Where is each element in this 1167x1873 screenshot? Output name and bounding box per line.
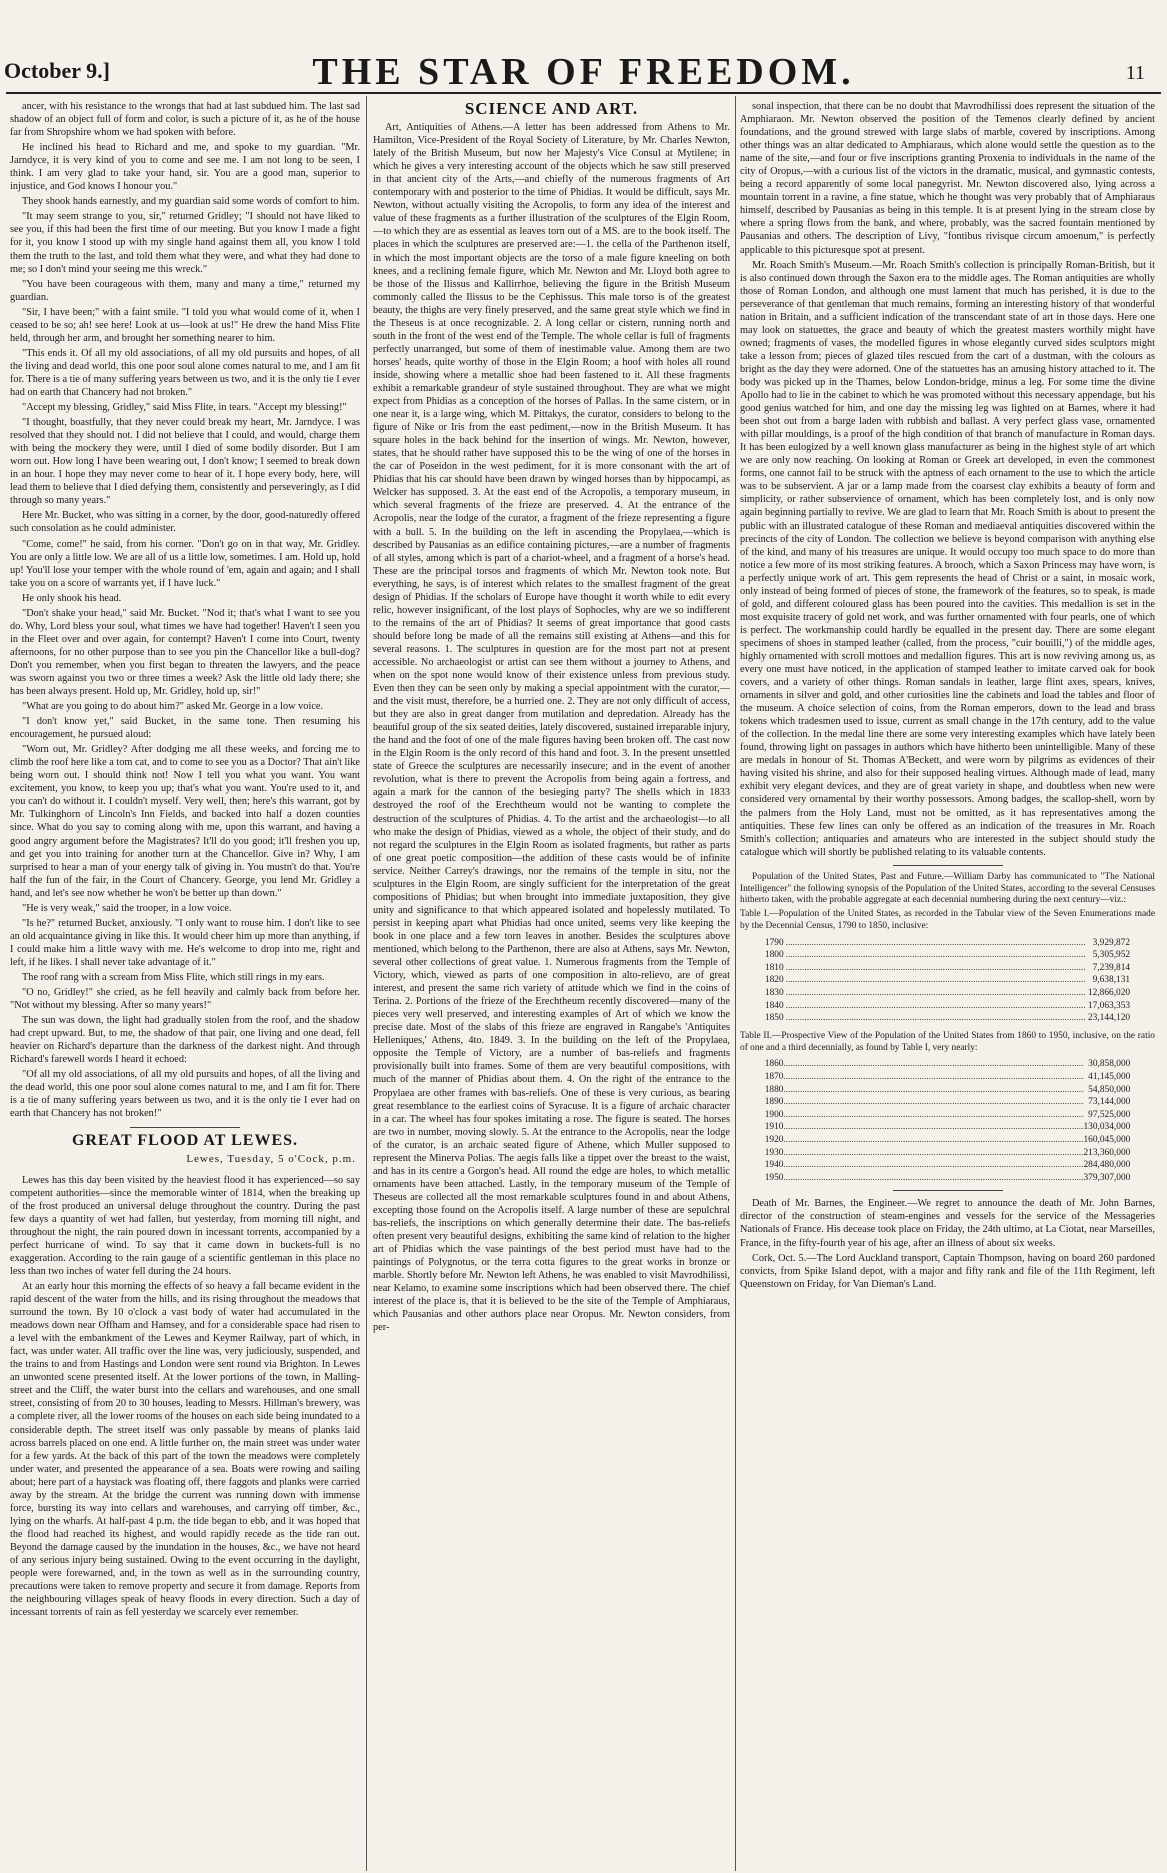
year-cell: 1830 [764,988,784,999]
paragraph: They shook hands earnestly, and my guardian said some words of comfort to him. [22,196,360,208]
table-row [765,1172,1131,1185]
population-cell: 17,063,353 [1087,1000,1131,1011]
column-divider-2 [735,96,736,1871]
population-table-1 [765,937,1130,1025]
table-row [765,1058,1131,1071]
population-cell: 284,480,000 [1083,1160,1131,1171]
table-row [765,1147,1131,1160]
table-row [765,974,1130,987]
paragraph: Lewes has this day been visited by the heaviest flood it has experienced—so say competent authorities—since the memorable winter of 1814, when the breaking up of the frost produced an universal deluge throughout the country. During the past few days a quantity of wet had fallen, but yesterday, from morning till night, and throughout the night, the rain poured down in incessant torrents, accompanied by a perfect hurricane of wind. To say that it came down in buckets-full is no exaggeration. According to the rain gauge of a scientific gentleman in this place no less than two inches of water fell during the 24 hours. [10,1174,360,1277]
leader-dots [786,962,1086,975]
leader-dots [786,937,1086,950]
table-row [765,962,1130,975]
cork-news-item: Cork, Oct. 5.—The Lord Auckland transport, Captain Thompson, having on board 260 pardoned convicts, from Spike Island depot, with a major and fifty rank and file of the 11th Regiment, left Queenstown on Friday, for Van Dieman's Land. [740,1252,1155,1290]
leader-dots [783,1172,1083,1185]
year-cell: 1800 [764,950,784,961]
year-cell: 1920 [764,1135,784,1146]
population-cell: 130,034,000 [1083,1122,1131,1133]
year-cell: 1860 [764,1059,784,1070]
leader-dots [786,1012,1086,1025]
table-row [765,1159,1131,1172]
paragraph: "Worn out, Mr. Gridley? After dodging me all these weeks, and forcing me to climb the roof here like a tom cat, and to come to see you as a Doctor? That ain't like being worn out. I should think not! Now I tell you what you want. You want excitement, you know, to keep you up; that's what you want. You're used to it, and you can't do without it. I couldn't myself. Very well, then; here's this warrant, got by Mr. Tulkinghorn of Lincoln's Inn Fields, and backed into half a dozen counties since. What do you say to coming along with me, upon this warrant, and having a good angry argument before the Magistrates? It'll do you good; it'll freshen you up, and get you into training for another turn at the Chancellor. Give in? Why, I am surprised to hear a man of your energy talk of giving in. You mustn't do that. You're half the fun of the fair, in the Court of Chancery. George, you lend Mr. Gridley a hand, and let's see now whether he won't be better up than down." [10,744,360,899]
column-3 [740,100,1155,1870]
year-cell: 1900 [764,1109,784,1120]
table-row [765,937,1130,950]
population-cell: 7,239,814 [1092,962,1131,973]
paragraph: Here Mr. Bucket, who was sitting in a corner, by the door, good-naturedly offered such consolation as he could administer. [10,510,360,535]
paragraph: "Accept my blessing, Gridley," said Miss Flite, in tears. "Accept my blessing!" [22,402,347,414]
population-cell: 5,305,952 [1092,950,1131,961]
roach-smith-museum-article: Mr. Roach Smith's Museum.—Mr. Roach Smith's collection is principally Roman-British, but it is also continued down through the Saxon era to the middle ages. The Roman antiquities are wholly those of Roman London, and although one must lament that much has perished, it is due to the perseverance of that gentleman that much remains, forming an interesting history of that wonderful nation in Britain, and a sufficient indication of the transcendant state of art in those days. Here one may look on statuettes, the grace and beauty of which the greatest masters worthily might have owned; fragments of vases, the modelled figures in whose elegantly curved sides sculptors might take a lesson from; pieces of glazed tiles rescued from the cart of a dustman, with the colours as bright as the day they were adorned. One of the statuettes has an amusing history attached to it. The body was picked up in the Thames, below London-bridge, minus a leg. For some time the divine Apollo had to lie in the cabinet to which he was promoted without this necessary appendage, but his good genius watched for him, and one day the missing leg was lighted on at Barnes, where it had been shot out from a barge laden with rubbish and ballast. A very perfect glass vase, ornamented with pillar mouldings, is a proof of the high condition of that branch of manufacture in Roman days. It has been eulogized by a well known glass manufacturer as being in the highest style of art which we are only now reaching. On looking at Roman or Greek art developed, in even the commonest forms, one cannot fail to be struck with the aptness of each ornament to the use to which the article was to be subservient. A jar or a lamp made from the coarsest clay exhibits a beauty of form and simplicity, or rather subservience of ornament, which has been completely lost, and is only now again beginning partially to revive. We are glad to learn that Mr. Roach Smith is about to present the public with an illustrated catalogue of these Roman and mediaeval antiquities discovered within the precincts of the city of London. The collection we believe is beyond comparison with anything else of the kind, and many of his treasures are unique. It would occupy too much space to do more than notice a few more of its most striking features. A brooch, which a Saxon Princess may have worn, is a perfectly unique work of art. This gem represents the head of Christ or a saint, in mosaic work, only instead of being formed of pieces of stone, the framework of the features, so to speak, is made of gold, and different coloured glass has been poured into the cavities. This medallion is set in the most exquisite tracery of gold net work, and was further ornamented with four pearls, one of which is perfect. The workmanship could hardly be equalled in the present day. There are some elegant specimens of shoes in stamped leather (called, from the process, "cuir bouilli,") of the middle ages, highly ornamented with scroll mottoes and medallion figures. This art is now reviving among us, as every one must have noticed, in the application of stamped leather to imitate carved oak for book covers, and a variety of other things. Roman sandals in leather, large flint axes, spears, knives, ornaments in silver and gold, and other curiosities line the cabinets and load the tables and floor of the museum. A choice selection of coins, from the Roman emperors, down to the lead and brass tokens which tradesmen used to issue, current as small change in the 17th century, add to the value of the collection. In the medal line there are some very interesting examples which have lately been found, throwing light on passages in authors which have hitherto been unintelligible. Many of these are medals in honour of St. Thomas A'Beckett, and were worn by pilgrims as evidences of their having visited his shrine, and also for their supposed healing virtues. Although made of lead, many exhibit very elegant devices, and they are of great variety in shape, and doubtless when new were considered very ornamental by their worthy possessors. Among badges, the scallop-shell, worn by the palmers from the Holy Land, must not be omitted, as it has representatives among the antiquities. These few lines can only be offered as an indication of the treasures in Mr. Roach Smith's collection; antiquaries and amateurs who are interested in the subject should study the catalogue which will shortly be published relating to its valuable contents. [740,259,1155,858]
paragraph: ancer, with his resistance to the wrongs that had at last subdued him. The last sad shadow of an object full of form and color, is such a picture of it, as he of the house far from Shropshire whom we had spoken with before. [10,101,360,139]
leader-dots [783,1121,1083,1134]
table-row [765,1109,1131,1122]
page-number: 11 [1125,62,1145,84]
paragraph: At an early hour this morning the effects of so heavy a fall became evident in the rapid descent of the water from the hills, and its rising throughout the meadows that surround the town. By 10 o'clock a vast body of water had accumulated in the meadows down near Offham and Hamsey, and for a considerable space had risen to a level with the embankment of the Lewes and Keymer Railway, part of which, in fact, was under water. All traffic over the line was, very judiciously, suspended, and the trains to and from Hastings and London were sent round via Brighton. In Lewes an unwonted scene presented itself. At the lower portions of the town, in Malling-street and the Cliff, the water burst into the cellars and warehouses, and one small street, consisting of from 20 to 30 houses, leading to Messrs. Hillman's brewery, was a complete river, all the lower rooms of the houses on each side being inundated to a considerable depth. The street itself was only passable by means of planks laid across barrels placed on one end. A little further on, the main street was under water for a few yards. At the back of this part of the town the meadows were completely under water, and presented the appearance of a sea. Boats were rowing and sailing about; here part of a haystack was floating off, there faggots and planks were carried away by the stream. At the bridge the current was running down with immense force, bursting its way into cellars and warehouses, and carrying off timber, &c., lying on the wharfs. At half-past 4 p.m. the tide began to ebb, and it was hoped that the flood had reached its highest, and would rapidly recede as the tide ran out. Beyond the damage caused by the inundation in the houses, &c., we have not heard of any serious injury being sustained. Owing to the event occurring in the daylight, people were forewarned, and, in the town as well as in the surrounding country, precautions were taken to remove property and secure it from damage. Reports from the neighbouring villages speak of heavy floods in every direction. Such a day of incessant torrents of rain as fell yesterday we scarcely ever remember. [10,1280,360,1619]
leader-dots [783,1109,1083,1122]
leader-dots [786,1000,1086,1013]
science-art-heading: SCIENCE AND ART. [464,100,639,118]
leader-dots [783,1096,1083,1109]
population-cell: 30,858,000 [1088,1059,1131,1070]
column-divider-1 [366,96,367,1871]
paragraph: "It may seem strange to you, sir," returned Gridley; "I should not have liked to see you, if this had been the first time of our meeting. But you know I made a fight for it, you know I stood up with my single hand against them all, you know I told them the truth to the last, and told them what they were, and what they had done to me; so I don't mind your seeing me this wreck." [10,211,360,275]
year-cell: 1790 [764,937,784,948]
section-divider [130,1127,240,1128]
table-row [765,949,1130,962]
table-row [765,1084,1131,1097]
paragraph: "Sir, I have been;" with a faint smile. "I told you what would come of it, when I ceased to be so; ah! see here! Look at us—look at us!" He drew the hand Miss Flite held, through her arm, and brought her something nearer to him. [10,306,360,344]
population-cell: 97,525,000 [1088,1109,1131,1120]
paragraph: "This ends it. Of all my old associations, of all my old pursuits and hopes, of all the living and dead world, this one poor soul alone comes natural to me, and I am fit for. There is a tie of many suffering years between us two, and it is the only tie I ever had on earth that Chancery had not broken." [10,347,360,398]
table-row [765,1134,1131,1147]
flood-dateline: Lewes, Tuesday, 5 o'Cock, p.m. [186,1152,356,1165]
paragraph: "He is very weak," said the trooper, in a low voice. [22,902,232,914]
table-row [765,1012,1130,1025]
paragraph: The roof rang with a scream from Miss Flite, which still rings in my ears. [22,972,325,983]
barnes-death-notice: Death of Mr. Barnes, the Engineer.—We regret to announce the death of Mr. John Barnes, director of the construction of steam-engines and vessels for the service of the Messageries Nationals of France. His decease took place on Friday, the 24th ultimo, at La Ciotat, near Marseilles, France, in the fifty-fourth year of his age, after an illness of about six weeks. [740,1198,1155,1249]
athens-antiquities-article: Art, Antiquities of Athens.—A letter has been addressed from Athens to Mr. Hamilton, Vice-President of the Royal Society of Literature, by Mr. Charles Newton, lately of the British Museum, but now her Majesty's Vice Consul at Mytilene; in which he gives a very interesting account of the objects which he saw still preserved in that ancient city of the Arts,—and chiefly of the numerous fragments of Art contemporary with and posterior to the time of Phidias. It would be difficult, says Mr. Newton, without actually visiting the Acropolis, to form any idea of the interest and value of these fragments as a further illustration of the sculptures of the Elgin Room,—to which they are as essential as leaves torn out of a MS. are to the book itself. The places in which the sculptures are preserved are:—1. the cella of the Parthenon itself, in which the most important objects are the torso of a male figure kneeling on both knees, and a reclining female figure, which Mr. Newton and Mr. Lloyd both agree to be those of the Ilissus and Kallirrhoe, believing the figure in the British Museum commonly called the Ilissus to be the Cephissus. This male torso is of the greatest beauty, the thighs are very finely preserved, and the same great style which we find in the Theseus is at once recognizable. 2. A long cellar or cistern, running north and south in the front of the west end of the Temple. The whole cellar is full of fragments perfectly unarranged, but some of them of inestimable value. Among them are two horses' heads, quite worthy of those in the Elgin Room; a hoof with holes all round inside, showing where a metallic shoe had been fastened to it. All these fragments exhibit a remarkable grandeur of style sustained throughout. They are what we might expect from Phidias as a conception of the horses of Pallas. In the same cistern, or in one near it, is a large wing, which M. Pittakys, the curator, considers to belong to the figure of Nike or Iris from the east pediment,—now in the British Museum. It has square holes in the back behind for the insertion of wings. Mr. Newton, however, states, that he should rather have supposed this to be the wing of one of the horses in the car of Poseidon in the west pediment, for it is more consonant with the art of Phidias that his car should have been drawn by winged horses than by hippocampi, as Welcker has supposed. 3. At the east end of the Acropolis, a temporary museum, in which several fragments of the frieze are preserved. 4. At the entrance of the Acropolis, near the lodge of the curator, a fragment of the frieze representing a figure with a bull. 5. In the building on the left in ascending the Propylaea,—which is described by Pausanias as an edifice containing pictures,—are a number of fragments of all styles, among which is part of a chariot-wheel, and a fragment of a horse's head. These are the principal torsos and fragments of which Mr. Newton took note. But everything, he says, is of interest which relates to the smallest fragment of the great design of Phidias. If the scholars of Europe have thought it worth while to edit every relic, however insignificant, of the lost plays of Sophocles, why are we so indifferent to the remains of the art of Phidias? It seems of great importance that good casts should before long be made of all the remains still existing at Athens—and this for several reasons. 1. The sculptures in question are for the most part not at present accessible. No archaeologist or artist can see them without a journey to Athens, and when on the spot none would know of their existence unless from previous study. Even then they can be seen only by making a special appointment with the curator,—and the visit must, therefore, be a hurried one. 2. They are not only difficult of access, but they are also in great danger from mutilation and depredation. Already has the beautiful group of the six seated deities, lately discovered, sustained irreparable injury, the hand and the foot of one of the male figures having been broken off. The cast now in the Elgin Room is the only record of this hand and foot. 3. In the present unsettled state of Greece the sculptures are necessarily insecure; and in the event of another revolution, what is there to prevent the Acropolis from being again a fortress, and again a mark for the cannon of the besieging party? The shells which in 1833 destroyed the roof of the Erechtheum would not be wanting to complete the destruction of the sculptures of Phidias. 4. To the artist and the archaeologist—to all who make the design of Phidias, viewed as a whole, the object of their study, and do not regard the sculptures in the Elgin Room as isolated fragments, but rather as parts of one great poetic composition—the addition of these casts would be of infinite service. Neither Carrey's drawings, nor the remains of the temple in situ, nor the sculptures in the Elgin Room, are singly sufficient for the interpretation of the great compositions of Phidias; but when brought into immediate juxtaposition, they give unity and significance to that which appeared isolated and hopelessly mutilated. To persist in keeping apart what Phidias had once united, seems very like keeping the book in one place and a few torn leaves in another. Besides the sculptures above mentioned, which belong to the Parthenon, there are also at Athens, says Mr. Newton, several other collections of great value. 1. Numerous fragments from the Temple of Victory, which, viewed as parts of one composition in alto-relievo, are of great interest, and present the same rich variety of attitude which we find in the coins of Terina. 2. Portions of the frieze of the Erechtheum recently discovered—many of the pieces very well preserved, and interesting examples of Art of which we know the precise date. Most of the slabs of this frieze are engraved in Rangabe's 'Antiquites Helleniques,' Athens, 4to. 1849. 3. In the building on the left of the Propylaea, opposite the Temple of Victory, are a number of bas-reliefs and fragments provisionally built into frames. Some of them are very beautiful compositions, with much of the manner of Phidias about them. 4. On the right of the entrance to the Propylaea are other frames with bas-reliefs. One of these is very curious, as bearing great resemblance to the earliest coins of Syracuse. It is a figure of archaic character in a car. The wheel has four spokes imitating a rose. The figure is seated. The horses are two in number, moving slowly. 5. At the entrance to the Acropolis, near the lodge of the curator, is an archaic seated figure of Athene, which Muller supposed to represent the Minerva Polias. The aegis falls like a tippet over the breast to the waist, and has in its centre a Gorgon's head. All round the edge are holes, to which metallic ornaments have been attached. Lastly, in the temporary museum of the Temple of Theseus are collected all the most remarkable sculptures found in and about Athens, excepting those found on the Acropolis itself. A large number of these are sepulchral bas-reliefs, the inscriptions on which generally determine their date. The bas-reliefs often present very beautiful designs, exhibiting the same kind of relation to the higher art of Phidias which the vase paintings of the best period must have had to the paintings of Polygnotus, or the terra cotta figures to the great works in bronze or marble. Shortly before Mr. Newton left Athens, he was enabled to visit Mavrodhilissi, near Kelamo, to examine some inscriptions which had been observed there. The chief interest of the place is, that it is believed to be the site of the Temple of Amphiaraus, which Pausanias and other authors place near Oropus. Mr. Newton considers, from per- [373,122,730,1334]
population-cell: 379,307,000 [1083,1172,1131,1183]
paragraph: The sun was down, the light had gradually stolen from the roof, and the shadow had crept upward. But, to me, the shadow of that pair, one living and one dead, fell heavier on Richard's departure than the darkness of the darkest night. And through Richard's farewell words I heard it echoed: [10,1015,360,1066]
population-cell: 213,360,000 [1083,1147,1131,1158]
table-1-title: Table I.—Population of the United States, as recorded in the Tabular view of the Seven Enumerations made by the Decennial Census, 1790 to 1850, inclusive: [740,909,1155,931]
paragraph: "Don't shake your head," said Mr. Bucket. "Nod it; that's what I want to see you do. Why, Lord bless your soul, what times we have had together! Haven't I seen you in the Fleet over and over again, for contempt? Haven't I come into Court, twenty afternoons, for no other purpose than to see you pin the Chancellor like a bull-dog? Don't you remember, when you first began to threaten the lawyers, and the peace was sworn against you two or three times a week? Ask the little old lady there; she has been always present. Hold up, Mr. Gridley, hold up, sir!" [10,607,360,698]
table-2-title: Table II.—Prospective View of the Population of the United States from 1860 to 1950, inclusive, on the ratio of one and a third decennially, as found by Table I, very nearly: [740,1030,1155,1053]
flood-headline: GREAT FLOOD AT LEWES. [71,1131,299,1149]
population-cell: 54,850,000 [1088,1084,1131,1095]
year-cell: 1940 [764,1160,784,1171]
year-cell: 1840 [764,1000,784,1011]
population-cell: 3,929,872 [1092,937,1131,948]
paragraph: "O no, Gridley!" she cried, as he fell heavily and calmly back from before her. "Not without my blessing. After so many years!" [10,987,360,1012]
column-1 [10,100,360,1870]
column-2 [373,100,730,1870]
population-cell: 9,638,131 [1092,975,1131,986]
leader-dots [783,1159,1083,1172]
paragraph: He only shook his head. [22,592,122,604]
table-row [765,1096,1131,1109]
year-cell: 1910 [764,1122,784,1133]
flood-article [10,1131,360,1620]
year-cell: 1870 [764,1072,784,1083]
leader-dots [783,1084,1083,1097]
leader-dots [783,1058,1083,1071]
population-cell: 23,144,120 [1087,1013,1131,1024]
year-cell: 1950 [764,1172,784,1183]
athens-continued: sonal inspection, that there can be no doubt that Mavrodhilissi does represent the situation of the Amphiaraon. Mr. Newton observed the position of the Temenos clearly defined by ancient foundations, and the ground strewed with large slabs of marble, covered by inscriptions. Among other things was an altar dedicated to Amphiaraus, which alone would settle the question as to the name of the site,—and four or five inscriptions granting Proxenia to individuals in the name of the city of Oropus,—with a curious list of the victors in the dramatic, musical, and gymnastic contests, being a record apparently of some local panegyrist. Mr. Newton discovered also, lying across a mountain torrent in a ravine, a fine statue, which he thought was very probably that of Amphiaraus himself, described by Pausanias as being in this temple. It is at present lying in the stream close by where a spring flows from the bank, and where, probably, was the sacred fountain mentioned by Pausanias and others. The description of Livy, "fontibus rivisque circum amoenum," is perfectly applicable to this picturesque spot at present. [740,101,1155,256]
year-cell: 1880 [764,1084,784,1095]
masthead [0,0,1167,92]
section-divider [893,1190,1003,1191]
population-article [740,872,1155,1185]
population-cell: 41,145,000 [1088,1072,1131,1083]
population-cell: 73,144,000 [1088,1097,1131,1108]
paragraph: "I don't know yet," said Bucket, in the same tone. Then resuming his encouragement, he pursued aloud: [10,716,360,741]
leader-dots [783,1147,1083,1160]
paragraph: "I thought, boastfully, that they never could break my heart, Mr. Jarndyce. I was resolved that they should not. I did not believe that I could, and would, charge them with being the mockery they were, until I died of some bodily disorder. But I am worn out. How long I have been wearing out, I don't know; I seemed to break down in an hour. I hope they may never come to hear of it. I hope every body, here, will lead them to believe that I died defying them, consistently and perseveringly, as I did through so many years." [10,417,360,507]
bleak-house-story [10,100,360,1121]
year-cell: 1890 [764,1097,784,1108]
table-row [765,1000,1130,1013]
population-cell: 160,045,000 [1083,1135,1131,1146]
paragraph: He inclined his head to Richard and me, and spoke to my guardian. "Mr. Jarndyce, it is very kind of you to come and see me. I am not long to be seen, I think. I am very glad to take your hand, sir. You are a good man, superior to injustice, and God knows I honour you." [10,142,360,193]
year-cell: 1810 [764,962,784,973]
year-cell: 1850 [764,1013,784,1024]
table-row [765,1121,1131,1134]
year-cell: 1820 [764,975,784,986]
paragraph: "You have been courageous with them, many and many a time," returned my guardian. [10,278,360,303]
masthead-rule [6,92,1161,94]
population-cell: 12,866,020 [1087,988,1131,999]
table-row [765,987,1130,1000]
paragraph: "Of all my old associations, of all my old pursuits and hopes, of all the living and the dead world, this one poor soul alone comes natural to me, and I am fit for. There is a tie of many suffering years between us two, and it is the only tie I ever had on earth that Chancery has not broken!" [10,1069,360,1120]
population-intro: Population of the United States, Past and Future.—William Darby has communicated to "The National Intelligencer" the following synopsis of the Population of the United States, according to the several Censuses hitherto taken, with the probable aggregate at each decennial numbering during the next century—viz.: [740,871,1155,906]
paragraph: "Is he?" returned Bucket, anxiously. "I only want to rouse him. I don't like to see an old acquaintance giving in like this. It would cheer him up more than anything, if I could make him a little wavy with me. He's welcome to drop into me, right and left, if he likes. I shall never take advantage of it." [10,917,360,968]
year-cell: 1930 [764,1147,784,1158]
issue-date: October 9.] [4,58,110,83]
table-row [765,1071,1131,1084]
leader-dots [783,1071,1083,1084]
newspaper-title: THE STAR OF FREEDOM. [312,51,855,93]
leader-dots [783,1134,1083,1147]
section-divider [893,865,1003,866]
population-table-2 [765,1058,1131,1184]
leader-dots [786,987,1086,1000]
paragraph: "What are you going to do about him?" asked Mr. George in a low voice. [22,701,324,713]
leader-dots [786,974,1086,987]
leader-dots [786,949,1086,962]
paragraph: "Come, come!" he said, from his corner. "Don't go on in that way, Mr. Gridley. You are only a little low. We are all of us a little low, sometimes. I am. Hold up, hold up! You'll lose your temper with the whole round of 'em, again and again; and I shall take you on a score of warrants yet, if I have luck." [10,538,360,589]
